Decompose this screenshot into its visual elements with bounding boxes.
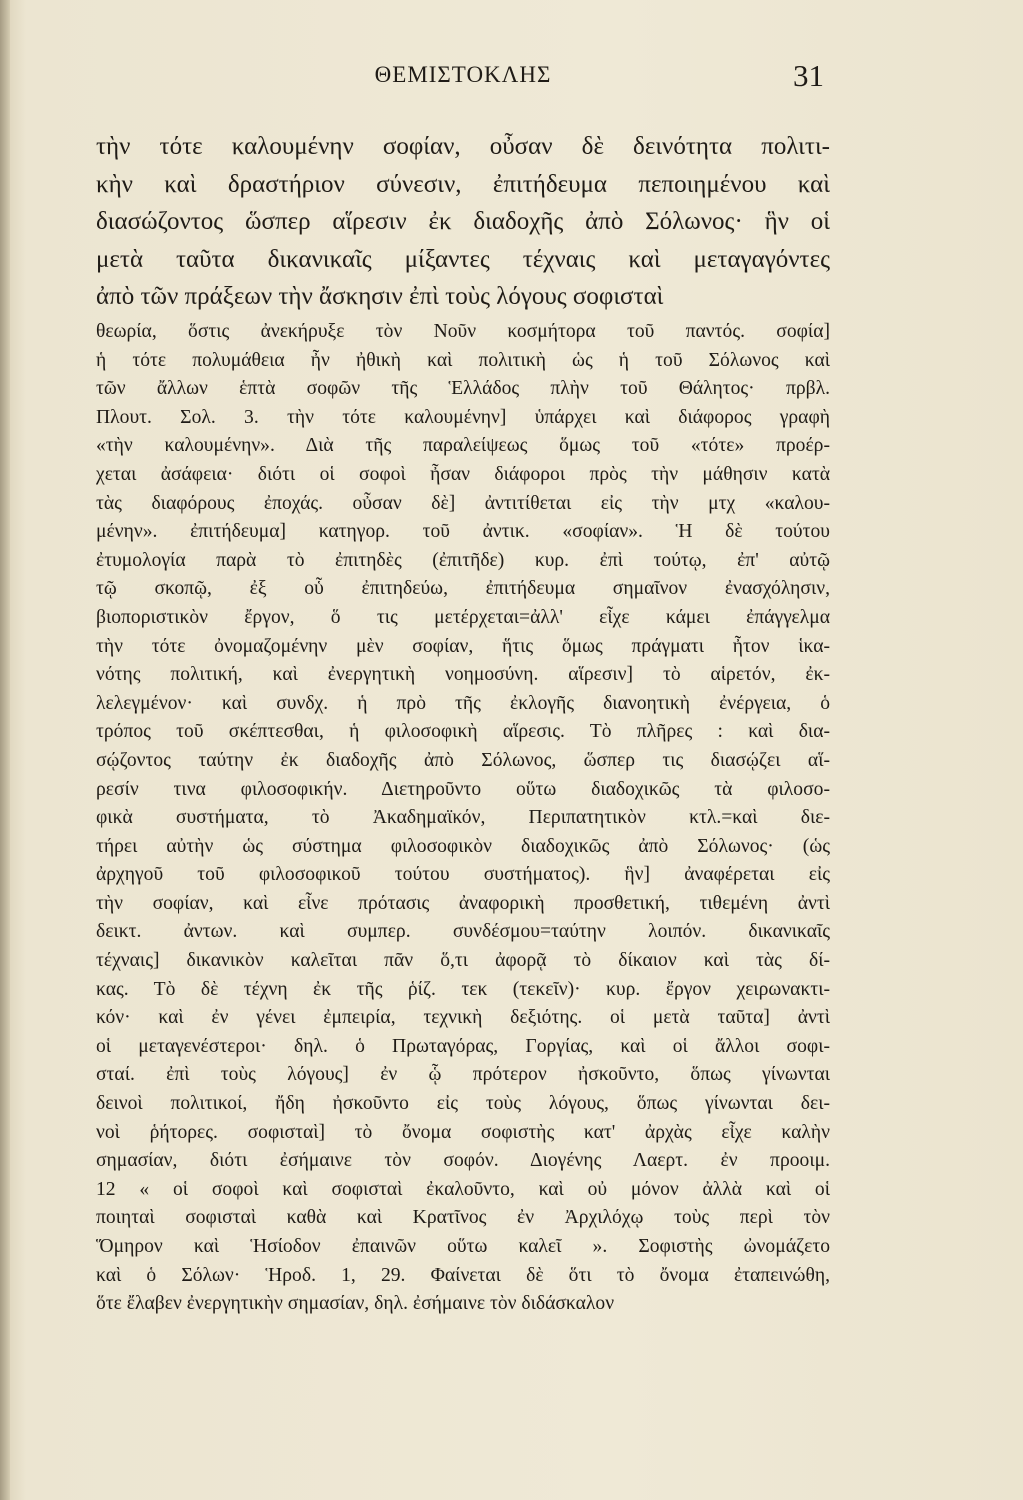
- commentary-line: δεικτ. ἀντων. καὶ συμπερ. συνδέσμου=ταύτην λοιπόν. δικανικαῖς: [96, 921, 830, 943]
- main-text-block: [96, 128, 830, 316]
- commentary-line: σταί. ἐπὶ τοὺς λόγους] ἐν ᾧ πρότερον ἠσκοῦντο, ὅπως γίνωνται: [96, 1064, 830, 1086]
- commentary-line: καὶ ὁ Σόλων· Ἡροδ. 1, 29. Φαίνεται δὲ ὅτι τὸ ὄνομα ἐταπεινώθη,: [96, 1264, 830, 1286]
- commentary-line: θεωρία, ὅστις ἀνεκήρυξε τὸν Νοῦν κοσμήτορα τοῦ παντός. σοφία]: [96, 321, 830, 342]
- commentary-line: ἡ τότε πολυμάθεια ἦν ἠθικὴ καὶ πολιτικὴ ὡς ἡ τοῦ Σόλωνος καὶ: [96, 349, 830, 371]
- commentary-line: τὰς διαφόρους ἐποχάς. οὖσαν δὲ] ἀντιτίθεται εἰς τὴν μτχ «καλου-: [96, 492, 830, 514]
- commentary-line: Ὅμηρον καὶ Ἡσίοδον ἐπαινῶν οὕτω καλεῖ ». Σοφιστὴς ὠνομάζετο: [96, 1236, 830, 1257]
- commentary-line: κόν· καὶ ἐν γένει ἐμπειρία, τεχνικὴ δεξιότης. οἱ μετὰ ταῦτα] ἀντὶ: [96, 1007, 830, 1029]
- commentary-block: [96, 318, 830, 1319]
- main-text-line: ἀπὸ τῶν πράξεων τὴν ἄσκησιν ἐπὶ τοὺς λόγους σοφισταὶ: [96, 283, 664, 310]
- running-title: ΘΕΜΙΣΤΟΚΛΗΣ: [374, 62, 552, 87]
- commentary-line: ἀρχηγοῦ τοῦ φιλοσοφικοῦ τούτου συστήματος). ἣν] ἀναφέρεται εἰς: [96, 864, 830, 886]
- main-text-line: μετὰ ταῦτα δικανικαῖς μίξαντες τέχναις καὶ μεταγαγόντες: [96, 245, 830, 273]
- commentary-line: ἐτυμολογία παρὰ τὸ ἐπιτηδὲς (ἐπιτῆδε) κυρ. ἐπὶ τούτῳ, ἐπ' αὐτῷ: [96, 549, 830, 571]
- commentary-line: τήρει αὐτὴν ὡς σύστημα φιλοσοφικὸν διαδοχικῶς ἀπὸ Σόλωνος· (ὡς: [96, 835, 830, 857]
- commentary-line: τῷ σκοπῷ, ἐξ οὗ ἐπιτηδεύω, ἐπιτήδευμα σημαῖνον ἐνασχόλησιν,: [96, 578, 830, 600]
- commentary-line: τῶν ἄλλων ἑπτὰ σοφῶν τῆς Ἑλλάδος πλὴν τοῦ Θάλητος· πρβλ.: [96, 378, 830, 400]
- commentary-line: τὴν τότε ὀνομαζομένην μὲν σοφίαν, ἥτις ὅμως πράγματι ἦτον ἱκα-: [96, 635, 830, 657]
- commentary-line: κας. Τὸ δὲ τέχνη ἐκ τῆς ῥίζ. τεκ (τεκεῖν)· κυρ. ἔργον χειρωνακτι-: [96, 978, 830, 1000]
- commentary-line: νοὶ ῥήτορες. σοφισταὶ] τὸ ὄνομα σοφιστὴς κατ' ἀρχὰς εἶχε καλὴν: [96, 1121, 830, 1143]
- commentary-line: μένην». ἐπιτήδευμα] κατηγορ. τοῦ ἀντικ. «σοφίαν». Ἡ δὲ τούτου: [96, 521, 830, 543]
- commentary-line: ὅτε ἔλαβεν ἐνεργητικὴν σημασίαν, δηλ. ἐσήμαινε τὸν διδάσκαλον: [96, 1293, 615, 1315]
- commentary-line: ρεσίν τινα φιλοσοφικήν. Διετηροῦντο οὕτω διαδοχικῶς τὰ φιλοσο-: [96, 778, 830, 800]
- commentary-line: οἱ μεταγενέστεροι· δηλ. ὁ Πρωταγόρας, Γοργίας, καὶ οἱ ἄλλοι σοφι-: [96, 1035, 830, 1057]
- main-text-line: διασώζοντος ὥσπερ αἵρεσιν ἐκ διαδοχῆς ἀπὸ Σόλωνος· ἣν οἱ: [96, 208, 830, 235]
- commentary-line: ποιηταὶ σοφισταὶ καθὰ καὶ Κρατῖνος ἐν Ἀρχιλόχῳ τοὺς περὶ τὸν: [96, 1207, 830, 1229]
- commentary-line: τὴν σοφίαν, καὶ εἶνε πρότασις ἀναφορικὴ προσθετική, τιθεμένη ἀντὶ: [96, 892, 830, 914]
- page-spine-shadow: [0, 0, 10, 1500]
- commentary-line: χεται ἀσάφεια· διότι οἱ σοφοὶ ἦσαν διάφοροι πρὸς τὴν μάθησιν κατὰ: [96, 463, 830, 485]
- commentary-line: τρόπος τοῦ σκέπτεσθαι, ἡ φιλοσοφικὴ αἵρεσις. Τὸ πλῆρες : καὶ δια-: [96, 721, 830, 743]
- commentary-line: βιοποριστικὸν ἔργον, ὅ τις μετέρχεται=ἀλλ' εἶχε κάμει ἐπάγγελμα: [96, 606, 830, 628]
- commentary-line: 12 « οἱ σοφοὶ καὶ σοφισταὶ ἐκαλοῦντο, καὶ οὐ μόνον ἀλλὰ καὶ οἱ: [96, 1178, 830, 1200]
- page-header: [96, 60, 830, 100]
- commentary-line: Πλουτ. Σολ. 3. τὴν τότε καλουμένην] ὑπάρχει καὶ διάφορος γραφὴ: [96, 406, 830, 428]
- commentary-line: δεινοὶ πολιτικοί, ἤδη ἠσκοῦντο εἰς τοὺς λόγους, ὅπως γίνωνται δει-: [96, 1093, 830, 1115]
- commentary-line: λελεγμένον· καὶ συνδχ. ἡ πρὸ τῆς ἐκλογῆς διανοητικὴ ἐνέργεια, ὁ: [96, 692, 830, 714]
- main-text-line: τὴν τότε καλουμένην σοφίαν, οὖσαν δὲ δεινότητα πολιτι-: [96, 133, 830, 160]
- commentary-line: νότης πολιτική, καὶ ἐνεργητικὴ νοημοσύνη. αἵρεσιν] τὸ αἱρετόν, ἐκ-: [96, 664, 830, 686]
- commentary-line: τέχναις] δικανικὸν καλεῖται πᾶν ὅ,τι ἀφορᾷ τὸ δίκαιον καὶ τὰς δί-: [96, 950, 830, 972]
- page-number: 31: [793, 58, 824, 93]
- commentary-line: «τὴν καλουμένην». Διὰ τῆς παραλείψεως ὅμως τοῦ «τότε» προέρ-: [96, 435, 830, 457]
- commentary-line: σῴζοντος ταύτην ἐκ διαδοχῆς ἀπὸ Σόλωνος, ὥσπερ τις διασῴζει αἵ-: [96, 749, 830, 771]
- commentary-line: σημασίαν, διότι ἐσήμαινε τὸν σοφόν. Διογένης Λαερτ. ἐν προοιμ.: [96, 1150, 830, 1172]
- commentary-line: φικὰ συστήματα, τὸ Ἀκαδημαϊκόν, Περιπατητικὸν κτλ.=καὶ διε-: [96, 807, 830, 829]
- main-text-line: κὴν καὶ δραστήριον σύνεσιν, ἐπιτήδευμα πεποιημένου καὶ: [96, 170, 830, 198]
